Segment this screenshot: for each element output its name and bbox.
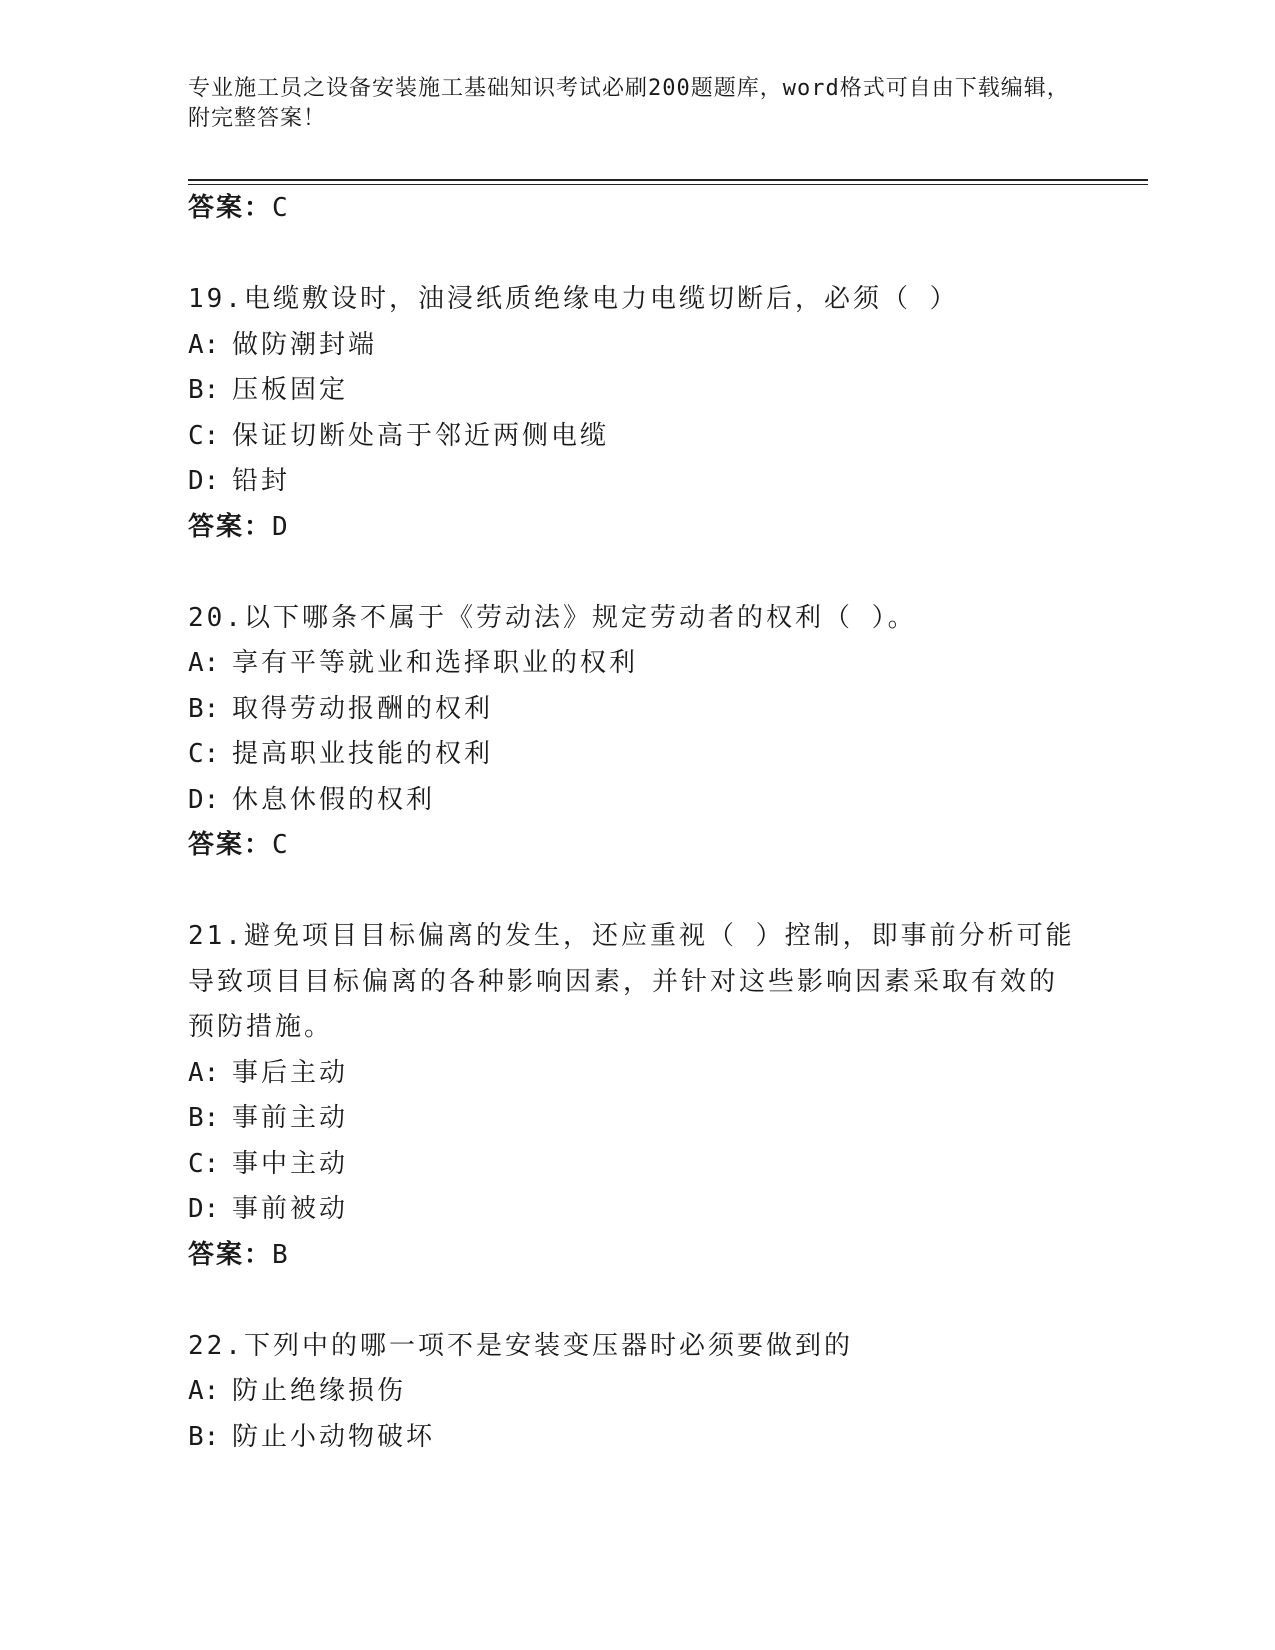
option-text: 享有平等就业和选择职业的权利 [232,648,639,678]
spacer [188,869,1088,915]
question-20 [188,596,1088,869]
answer-label: 答案： [188,193,273,223]
option-text: 铅封 [232,466,291,496]
option-a [188,1051,1088,1097]
option-letter: B: [188,375,220,405]
header-divider [188,179,1148,181]
question-stem-line-2: 导致项目目标偏离的各种影响因素，并针对这些影响因素采取有效的 [188,966,1059,997]
spacer [188,232,1088,278]
option-text: 防止小动物破坏 [232,1421,436,1452]
answer-line [188,1233,1088,1279]
question-21 [188,914,1088,1278]
answer-line [188,186,1088,232]
option-text: 做防潮封端 [232,329,378,360]
question-22 [188,1324,1088,1461]
answer-value: D [272,511,290,542]
option-b [188,1415,1088,1461]
option-text: 事后主动 [232,1057,349,1088]
answer-label: 答案： [188,1239,273,1270]
option-letter: C: [188,1148,220,1179]
option-d [188,778,1088,824]
header-divider-thin [188,184,1148,185]
answer-line [188,823,1088,869]
question-stem: 22.下列中的哪一项不是安装变压器时必须要做到的 [188,1330,853,1361]
option-a [188,323,1088,369]
option-d [188,459,1088,505]
question-19 [188,277,1088,550]
option-a [188,641,1088,687]
option-b [188,368,1088,414]
option-text: 事前被动 [232,1194,349,1224]
option-letter: B: [188,693,220,724]
question-stem-line-1: 21.避免项目目标偏离的发生，还应重视（ ）控制，即事前分析可能 [188,921,1075,951]
question-list [188,186,1088,1460]
option-letter: A: [188,1376,220,1406]
option-letter: C: [188,739,220,769]
question-stem: 20.以下哪条不属于《劳动法》规定劳动者的权利（ ）。 [188,602,917,633]
option-letter: B: [188,1421,220,1452]
option-c [188,1142,1088,1188]
option-c [188,414,1088,460]
option-letter: D: [188,1194,220,1224]
answer-label: 答案： [188,511,273,542]
question-stem-line-3: 预防措施。 [188,1012,334,1042]
option-a [188,1369,1088,1415]
option-letter: A: [188,648,220,678]
spacer [188,1278,1088,1324]
option-text: 提高职业技能的权利 [232,739,494,769]
answer-line [188,505,1088,551]
option-text: 事中主动 [232,1148,349,1179]
option-letter: D: [188,466,220,496]
option-text: 保证切断处高于邻近两侧电缆 [232,420,610,451]
option-letter: B: [188,1103,220,1133]
option-text: 防止绝缘损伤 [232,1376,407,1406]
answer-value: B [272,1239,290,1270]
answer-value: C [272,830,290,860]
option-b [188,1096,1088,1142]
option-letter: D: [188,784,220,815]
option-c [188,732,1088,778]
document-header: 专业施工员之设备安装施工基础知识考试必刷200题题库，word格式可自由下载编辑，附完整答案！ [188,76,1070,131]
option-text: 取得劳动报酬的权利 [232,693,494,724]
option-text: 事前主动 [232,1103,349,1133]
question-stem: 19.电缆敷设时，油浸纸质绝缘电力电缆切断后，必须（ ） [188,284,959,314]
answer-label: 答案： [188,830,273,860]
option-letter: C: [188,420,220,451]
option-d [188,1187,1088,1233]
spacer [188,550,1088,596]
option-b [188,687,1088,733]
answer-value: C [272,193,290,223]
option-letter: A: [188,329,220,360]
option-letter: A: [188,1057,220,1088]
option-text: 压板固定 [232,375,349,405]
option-text: 休息休假的权利 [232,784,436,815]
